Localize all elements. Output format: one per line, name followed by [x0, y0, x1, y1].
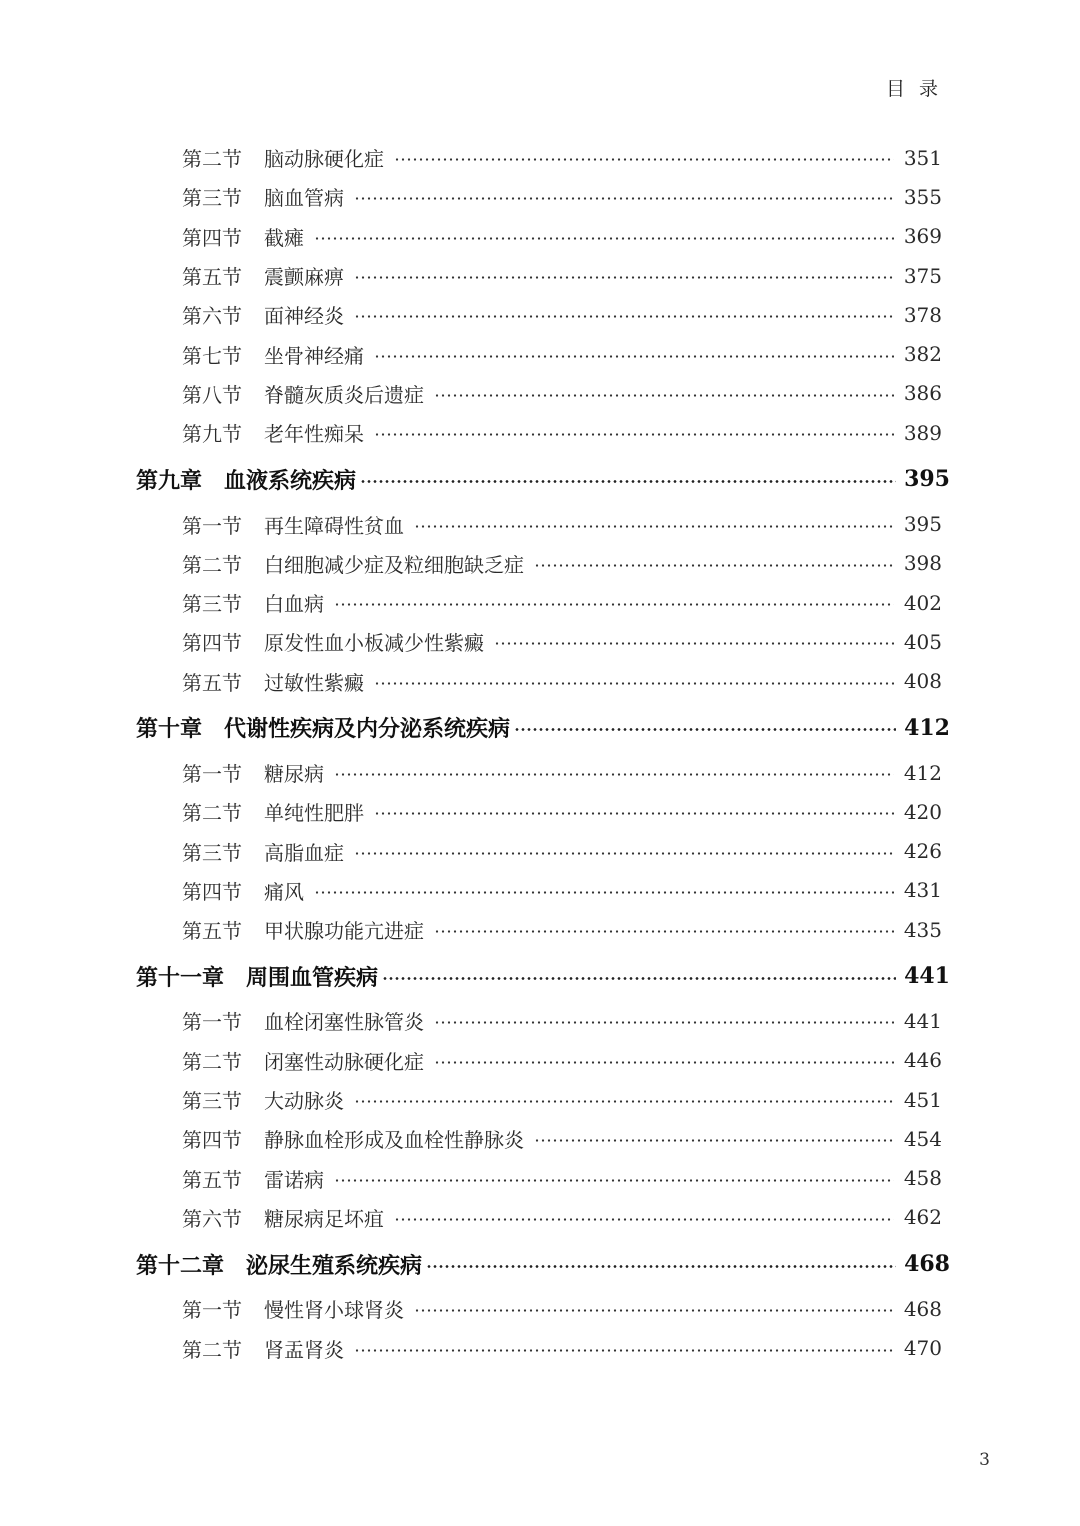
running-header: 目录	[885, 78, 952, 100]
dot-leader	[314, 891, 894, 894]
entry-title: 闭塞性动脉硬化症	[264, 1049, 424, 1074]
entry-page-number: 389	[903, 420, 942, 445]
toc-section-entry	[0, 1119, 1080, 1158]
toc-section-entry	[0, 413, 1080, 452]
entry-title: 老年性痴呆	[264, 422, 364, 447]
entry-page-number: 405	[903, 629, 942, 654]
dot-leader	[354, 1100, 894, 1103]
entry-page-number: 395	[904, 466, 950, 493]
toc-section-entry	[0, 544, 1080, 583]
dot-leader	[434, 1021, 894, 1024]
toc-section-entry	[0, 871, 1080, 910]
entry-title: 面神经炎	[264, 304, 344, 329]
entry-title: 糖尿病	[264, 762, 324, 786]
entry-number: 第一节	[182, 1298, 242, 1323]
entry-title: 血栓闭塞性脉管炎	[264, 1010, 424, 1035]
toc-chapter-entry	[0, 953, 1080, 999]
dot-leader	[394, 158, 894, 161]
toc-section-entry	[0, 831, 1080, 870]
entry-page-number: 426	[903, 839, 942, 864]
entry-number: 第二节	[182, 552, 242, 577]
toc-section-entry	[0, 295, 1080, 334]
entry-number: 第二节	[182, 147, 242, 172]
entry-page-number: 458	[903, 1166, 942, 1191]
toc-section-entry	[0, 334, 1080, 373]
toc-section-entry	[0, 910, 1080, 949]
dot-leader	[514, 728, 896, 731]
dot-leader	[334, 603, 894, 606]
dot-leader	[434, 1061, 894, 1064]
dot-leader	[414, 1309, 894, 1312]
entry-number: 第十一章	[136, 964, 225, 991]
dot-leader	[394, 1218, 894, 1221]
entry-title: 坐骨神经痛	[264, 343, 364, 368]
dot-leader	[374, 433, 894, 436]
dot-leader	[354, 1349, 894, 1352]
page-number: 3	[979, 1450, 990, 1470]
toc-chapter-entry	[0, 1241, 1080, 1287]
dot-leader	[354, 276, 894, 279]
toc-section-entry	[0, 374, 1080, 413]
toc-section-entry	[0, 1080, 1080, 1119]
entry-page-number: 431	[903, 878, 942, 903]
entry-page-number: 454	[903, 1126, 942, 1151]
entry-title: 静脉血栓形成及血栓性静脉炎	[264, 1128, 524, 1153]
entry-page-number: 355	[903, 184, 942, 209]
entry-page-number: 395	[903, 512, 942, 537]
dot-leader	[426, 1265, 896, 1268]
entry-page-number: 351	[903, 145, 942, 170]
entry-title: 脊髓灰质炎后遗症	[264, 382, 424, 407]
entry-title: 白细胞减少症及粒细胞缺乏症	[264, 552, 524, 577]
entry-number: 第九章	[136, 467, 203, 494]
dot-leader	[334, 773, 894, 776]
entry-number: 第四节	[182, 879, 242, 904]
entry-page-number: 398	[903, 551, 942, 576]
entry-number: 第三节	[182, 840, 242, 865]
entry-page-number: 462	[903, 1205, 942, 1230]
toc-chapter-entry	[0, 456, 1080, 502]
dot-leader	[354, 315, 894, 318]
dot-leader	[334, 1179, 894, 1182]
entry-number: 第六节	[182, 1206, 242, 1231]
entry-number: 第九节	[182, 422, 242, 447]
dot-leader	[374, 682, 894, 685]
entry-number: 第十二章	[136, 1252, 225, 1279]
entry-page-number: 441	[904, 963, 950, 990]
toc-section-entry	[0, 1198, 1080, 1237]
entry-number: 第八节	[182, 382, 242, 407]
entry-number: 第七节	[182, 343, 242, 368]
toc-section-entry	[0, 1289, 1080, 1328]
entry-page-number: 468	[904, 1251, 950, 1278]
toc-section-entry	[0, 138, 1080, 177]
entry-title: 高脂血症	[264, 840, 344, 865]
entry-page-number: 369	[903, 224, 942, 249]
dot-leader	[434, 930, 894, 933]
dot-leader	[354, 852, 894, 855]
entry-page-number: 412	[903, 760, 942, 785]
entry-title: 过敏性紫癜	[264, 670, 364, 695]
entry-title: 单纯性肥胖	[264, 801, 364, 826]
entry-title: 甲状腺功能亢进症	[264, 919, 424, 944]
dot-leader	[534, 1139, 894, 1142]
entry-number: 第二节	[182, 1049, 242, 1074]
entry-page-number: 408	[903, 669, 942, 694]
entry-number: 第二节	[182, 801, 242, 826]
entry-title: 截瘫	[264, 225, 304, 250]
toc-section-entry	[0, 177, 1080, 216]
entry-number: 第四节	[182, 225, 242, 250]
dot-leader	[534, 564, 894, 567]
entry-page-number: 435	[903, 917, 942, 942]
toc-section-entry	[0, 622, 1080, 661]
entry-number: 第三节	[182, 1089, 242, 1114]
entry-page-number: 470	[903, 1336, 942, 1361]
entry-number: 第五节	[182, 670, 242, 695]
entry-page-number: 451	[903, 1087, 942, 1112]
entry-number: 第四节	[182, 631, 242, 656]
entry-title: 泌尿生殖系统疾病	[246, 1252, 423, 1279]
entry-number: 第五节	[182, 1167, 242, 1192]
entry-number: 第四节	[182, 1128, 242, 1153]
entry-title: 原发性血小板减少性紫癜	[264, 631, 484, 656]
entry-page-number: 441	[903, 1008, 942, 1033]
dot-leader	[434, 394, 894, 397]
entry-page-number: 412	[904, 714, 950, 741]
entry-number: 第一节	[182, 762, 242, 786]
toc-chapter-entry	[0, 705, 1080, 751]
entry-title: 大动脉炎	[264, 1089, 344, 1114]
dot-leader	[382, 977, 896, 980]
entry-title: 代谢性疾病及内分泌系统疾病	[224, 716, 511, 743]
entry-title: 糖尿病足坏疽	[264, 1206, 384, 1231]
entry-title: 血液系统疾病	[224, 467, 357, 494]
dot-leader	[374, 355, 894, 358]
toc-section-entry	[0, 583, 1080, 622]
toc-section-entry	[0, 256, 1080, 295]
entry-title: 痛风	[264, 879, 304, 904]
dot-leader	[374, 812, 894, 815]
entry-number: 第五节	[182, 265, 242, 290]
entry-page-number: 382	[903, 342, 942, 367]
dot-leader	[414, 525, 894, 528]
toc-section-entry	[0, 1001, 1080, 1040]
entry-page-number: 468	[903, 1296, 942, 1321]
entry-page-number: 378	[903, 302, 942, 327]
table-of-contents	[0, 138, 1080, 1368]
dot-leader	[354, 197, 894, 200]
toc-section-entry	[0, 1041, 1080, 1080]
entry-page-number: 446	[903, 1048, 942, 1073]
entry-number: 第一节	[182, 513, 242, 538]
entry-number: 第一节	[182, 1010, 242, 1035]
toc-section-entry	[0, 217, 1080, 256]
dot-leader	[494, 642, 894, 645]
entry-title: 脑动脉硬化症	[264, 147, 384, 172]
toc-section-entry	[0, 1159, 1080, 1198]
entry-title: 肾盂肾炎	[264, 1337, 344, 1362]
entry-title: 再生障碍性贫血	[264, 513, 404, 538]
dot-leader	[314, 237, 894, 240]
entry-number: 第十章	[136, 716, 203, 743]
entry-page-number: 420	[903, 799, 942, 824]
entry-number: 第五节	[182, 919, 242, 944]
dot-leader	[360, 480, 896, 483]
entry-title: 慢性肾小球肾炎	[264, 1298, 404, 1323]
toc-section-entry	[0, 1328, 1080, 1367]
entry-number: 第三节	[182, 592, 242, 617]
entry-page-number: 402	[903, 590, 942, 615]
entry-title: 震颤麻痹	[264, 265, 344, 290]
entry-title: 雷诺病	[264, 1167, 324, 1192]
entry-page-number: 375	[903, 263, 942, 288]
entry-number: 第六节	[182, 304, 242, 329]
toc-section-entry	[0, 753, 1080, 792]
entry-title: 白血病	[264, 592, 324, 617]
entry-number: 第三节	[182, 186, 242, 211]
toc-section-entry	[0, 662, 1080, 701]
toc-section-entry	[0, 792, 1080, 831]
entry-title: 脑血管病	[264, 186, 344, 211]
entry-number: 第二节	[182, 1337, 242, 1362]
entry-page-number: 386	[903, 381, 942, 406]
entry-title: 周围血管疾病	[246, 964, 379, 991]
toc-section-entry	[0, 504, 1080, 543]
